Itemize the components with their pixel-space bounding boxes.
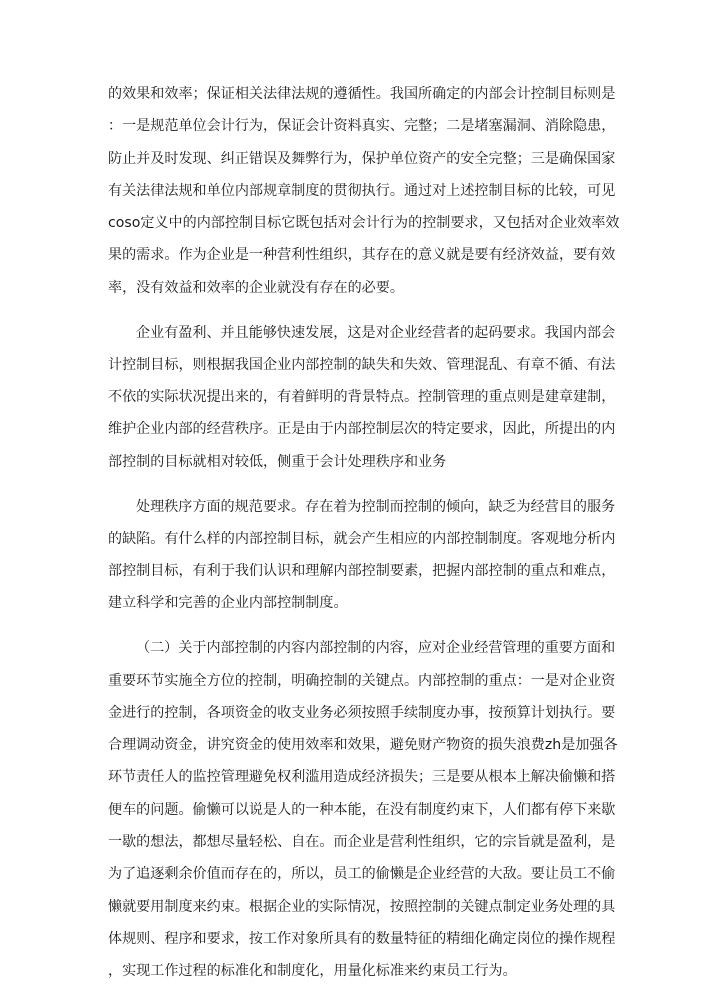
- text-line: 果的需求。作为企业是一种营利性组织，其存在的意义就是要有经济效益，要有效: [108, 247, 616, 264]
- text-line: 不依的实际状况提出来的，有着鲜明的背景特点。控制管理的重点则是建章建制，: [108, 389, 616, 406]
- paragraph-3: [108, 491, 614, 620]
- text-line: 合理调动资金，讲究资金的使用效率和效果，避免财产物资的损失浪费zh是加强各: [108, 737, 618, 754]
- text-line: 维护企业内部的经营秩序。正是由于内部控制层次的特定要求，因此，所提出的内: [108, 421, 616, 438]
- text-line: 防止并及时发现、纠正错误及舞弊行为，保护单位资产的安全完整；三是确保国家: [108, 150, 616, 167]
- text-line: 部控制目标，有利于我们认识和理解内部控制要素，把握内部控制的重点和难点，: [108, 563, 616, 580]
- text-line: 率，没有效益和效率的企业就没有存在的必要。: [108, 279, 404, 296]
- paragraph-gap: [108, 478, 614, 491]
- paragraph-gap: [108, 620, 614, 633]
- text-line: 的缺陷。有什么样的内部控制目标，就会产生相应的内部控制制度。客观地分析内: [108, 530, 616, 547]
- text-line: 计控制目标，则根据我国企业内部控制的缺失和失效、管理混乱、有章不循、有法: [108, 356, 616, 373]
- text-line: 部控制的目标就相对较低，侧重于会计处理秩序和业务: [108, 453, 447, 470]
- text-line: 金进行的控制，各项资金的收支业务必须按照手续制度办事，按预算计划执行。要: [108, 704, 616, 721]
- text-line: coso定义中的内部控制目标它既包括对会计行为的控制要求，又包括对企业效率效: [108, 215, 620, 232]
- text-line: 有关法律法规和单位内部规章制度的贯彻执行。通过对上述控制目标的比较，可见: [108, 182, 616, 199]
- text-line: 体规则、程序和要求，按工作对象所具有的数量特征的精细化确定岗位的操作规程: [108, 930, 616, 947]
- document-body: [108, 78, 620, 988]
- text-line: 重要环节实施全方位的控制，明确控制的关键点。内部控制的重点：一是对企业资: [108, 672, 616, 689]
- text-line: 一歇的想法，都想尽量轻松、自在。而企业是营利性组织，它的宗旨就是盈利，是: [108, 834, 616, 851]
- text-line: 便车的问题。偷懒可以说是人的一种本能，在没有制度约束下，人们都有停下来歇: [108, 801, 616, 818]
- paragraph-4: [108, 632, 618, 987]
- paragraph-gap: [108, 304, 614, 317]
- text-line: （二）关于内部控制的内容内部控制的内容，应对企业经营管理的重要方面和: [136, 640, 616, 657]
- text-line: ，实现工作过程的标准化和制度化，用量化标准来约束员工行为。: [108, 963, 517, 980]
- text-line: 为了追逐剩余价值而存在的，所以，员工的偷懒是企业经营的大敌。要让员工不偷: [108, 866, 616, 883]
- text-line: 的效果和效率；保证相关法律法规的遵循性。我国所确定的内部会计控制目标则是: [108, 86, 616, 102]
- text-line: 懒就要用制度来约束。根据企业的实际情况，按照控制的关键点制定业务处理的具: [108, 898, 616, 915]
- text-line: 建立科学和完善的企业内部控制制度。: [108, 595, 348, 612]
- paragraph-1: [108, 78, 620, 304]
- text-line: 环节责任人的监控管理避免权利滥用造成经济损失；三是要从根本上解决偷懒和搭: [108, 769, 616, 786]
- text-line: ：一是规范单位会计行为，保证会计资料真实、完整；二是堵塞漏洞、消除隐患，: [108, 118, 616, 135]
- paragraph-2: [108, 317, 614, 478]
- text-line: 处理秩序方面的规范要求。存在着为控制而控制的倾向，缺乏为经营目的服务: [136, 498, 616, 515]
- text-line: 企业有盈利、并且能够快速发展，这是对企业经营者的起码要求。我国内部会: [136, 324, 616, 341]
